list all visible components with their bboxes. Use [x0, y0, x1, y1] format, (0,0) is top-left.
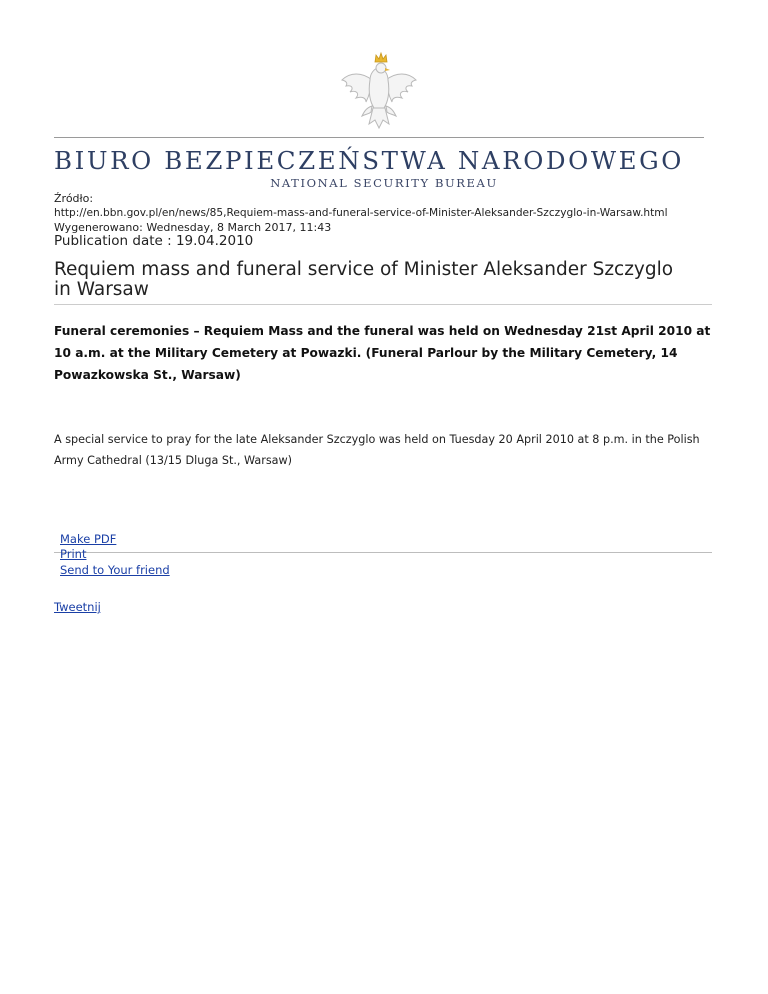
source-label: Źródło:: [54, 192, 94, 205]
generated-timestamp: Wygenerowano: Wednesday, 8 March 2017, 11:43: [54, 221, 332, 234]
white-eagle-emblem-icon: [336, 50, 422, 136]
bureau-name-polish: BIURO BEZPIECZEŃSTWA NARODOWEGO: [54, 146, 684, 175]
publication-date: Publication date : 19.04.2010: [54, 233, 254, 249]
make-pdf-link[interactable]: Make PDF: [60, 532, 117, 546]
source-url: http://en.bbn.gov.pl/en/news/85,Requiem-mass-and-funeral-service-of-Minister-Aleksander-Szczyglo-in-Warsaw.html: [54, 207, 668, 219]
article-body: A special service to pray for the late Aleksander Szczyglo was held on Tuesday 20 April 2010 at 8 p.m. in the Polish Army Cathedral (13/15 Dluga St., Warsaw): [54, 433, 700, 467]
header-divider: [54, 137, 704, 138]
title-divider: [54, 304, 712, 305]
send-to-friend-link[interactable]: Send to Your friend: [60, 563, 170, 577]
links-divider: [54, 552, 712, 553]
tweet-link[interactable]: Tweetnij: [54, 600, 101, 614]
bureau-name-english: NATIONAL SECURITY BUREAU: [270, 176, 498, 190]
article-title: Requiem mass and funeral service of Minister Aleksander Szczyglo in Warsaw: [54, 259, 674, 300]
article-lead: Funeral ceremonies – Requiem Mass and the funeral was held on Wednesday 21st April 2010 at 10 a.m. at the Military Cemetery at Powazki. (Funeral Parlour by the Military Cemetery, 14 Powazkowska St., Warsaw): [54, 324, 711, 382]
print-link[interactable]: Print: [60, 547, 87, 561]
